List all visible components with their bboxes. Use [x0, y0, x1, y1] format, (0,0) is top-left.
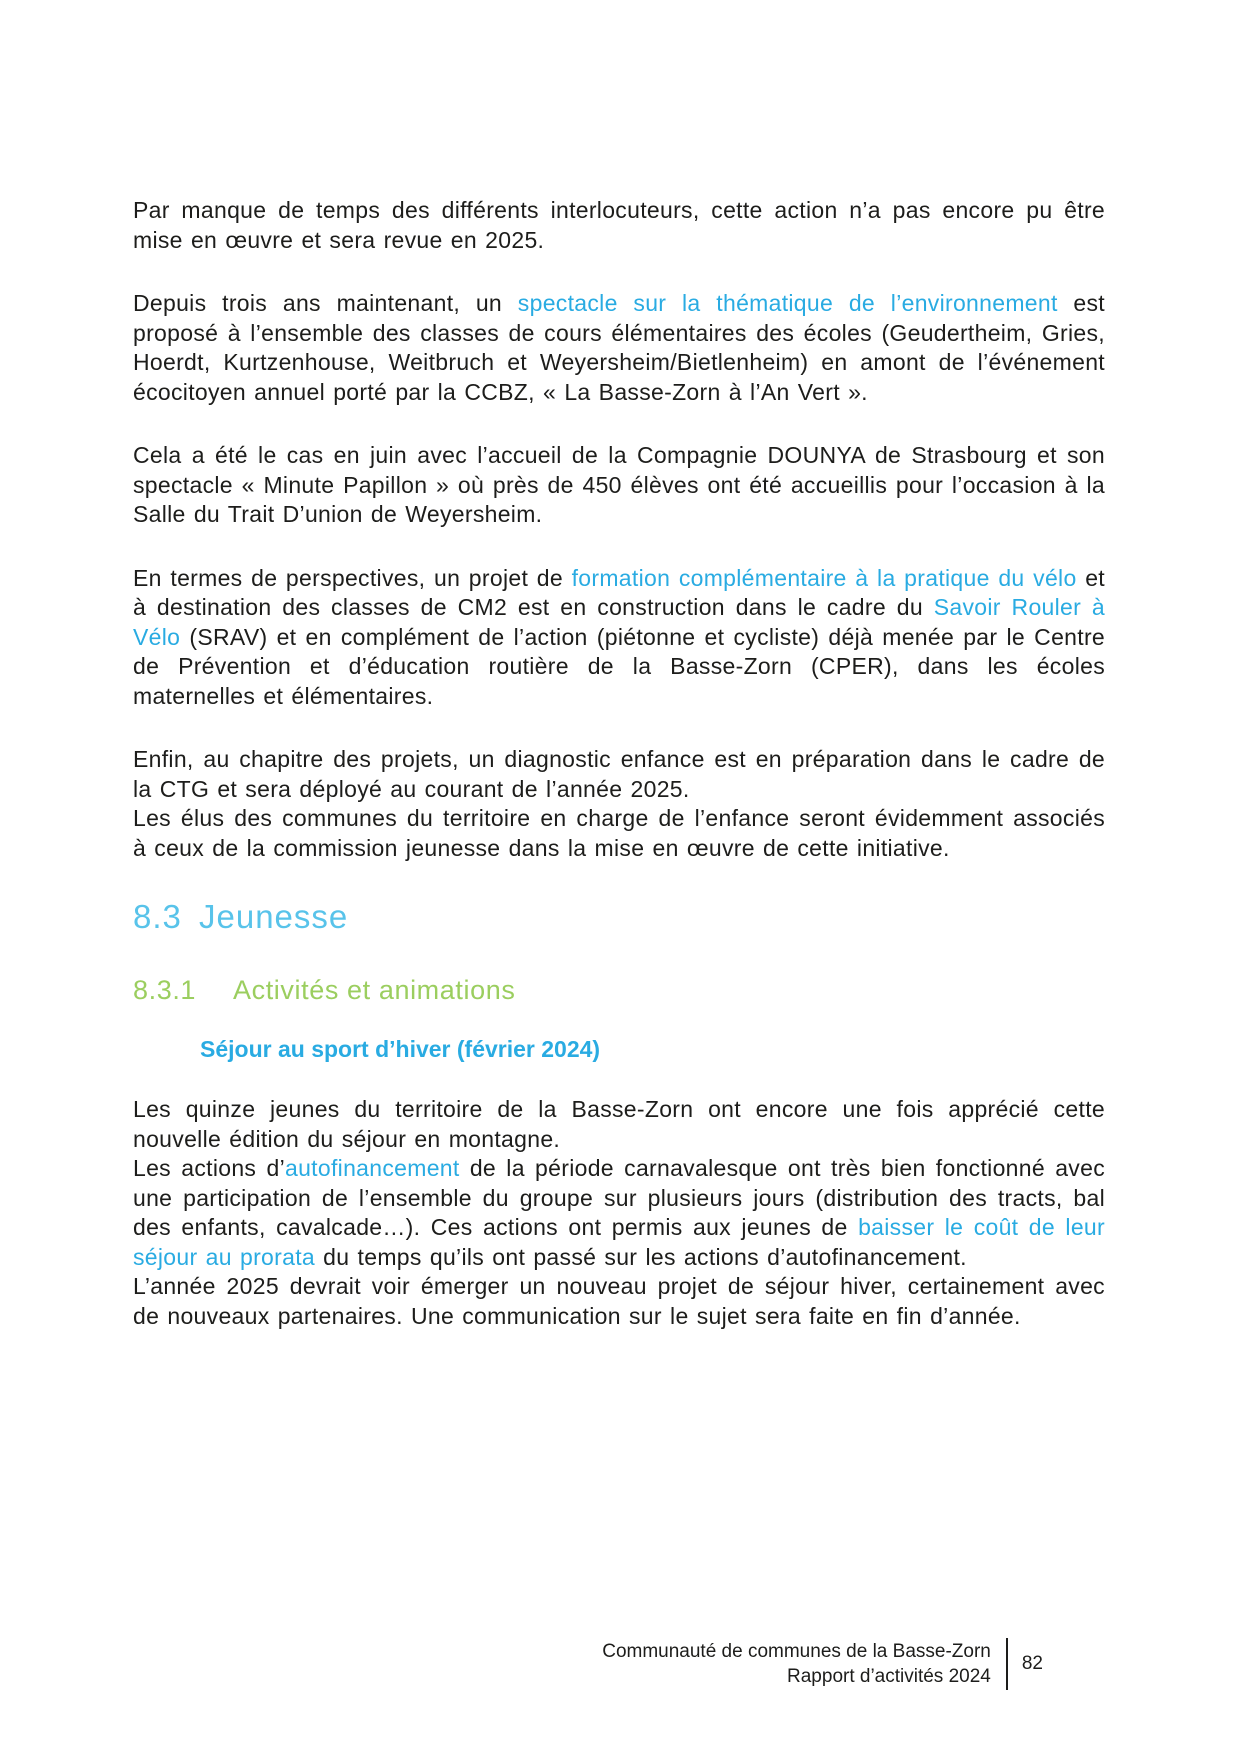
paragraph: [133, 289, 1105, 407]
accent-text: autofinancement: [285, 1155, 460, 1181]
body-text: Les quinze jeunes du territoire de la Basse-Zorn ont encore une fois apprécié cette nouvelle édition du séjour en montagne.: [133, 1096, 1105, 1152]
section-number: 8.3: [133, 898, 182, 935]
section-title: Jeunesse: [199, 898, 349, 935]
paragraph: [133, 745, 1105, 863]
body-text: est proposé à l’ensemble des classes de cours élémentaires des écoles (Geudertheim, Gries, Hoerdt, Kurtzenhouse, Weitbruch et Weyersheim/Bietlenheim) en amont de l’événement écocitoyen annuel porté par la CCBZ, « La Basse-Zorn à l’An Vert ».: [133, 290, 1105, 405]
paragraph: [133, 564, 1105, 712]
footer-report-title: Rapport d’activités 2024: [787, 1666, 991, 1687]
body-text: L’année 2025 devrait voir émerger un nouveau projet de séjour hiver, certainement avec de nouveaux partenaires. Une communication sur le sujet sera faite en fin d’année.: [133, 1273, 1105, 1329]
body-text: Depuis trois ans maintenant, un: [133, 290, 518, 316]
topic-heading: Séjour au sport d’hiver (février 2024): [200, 1036, 601, 1062]
body-text: (SRAV) et en complément de l’action (piétonne et cycliste) déjà menée par le Centre de Prévention et d’éducation routière de la Basse-Zorn (CPER), dans les écoles maternelles et élémentaires.: [133, 623, 1105, 709]
subsection-number: 8.3.1: [133, 975, 197, 1005]
body-text: du temps qu’ils ont passé sur les actions d’autofinancement.: [314, 1243, 967, 1270]
body-text: Les élus des communes du territoire en charge de l’enfance seront évidemment associés à ceux de la commission jeunesse dans la mise en œuvre de cette initiative.: [133, 805, 1105, 861]
footer-text: [602, 1639, 991, 1689]
subsection-heading: [133, 972, 1105, 1008]
accent-text: formation complémentaire à la pratique du vélo: [571, 564, 1077, 591]
body-paragraphs-top: [133, 196, 1105, 863]
accent-text: baisser le coût de leur séjour au prorata: [133, 1214, 1105, 1270]
body-text: Par manque de temps des différents interlocuteurs, cette action n’a pas encore pu être mise en œuvre et sera revue en 2025.: [133, 197, 1105, 253]
body-text: de la période carnavalesque ont très bien fonctionné avec une participation de l’ensemble du groupe sur plusieurs jours (distribution des tracts, bal des enfants, cavalcade…). Ces actions ont permis aux jeunes de: [133, 1155, 1105, 1240]
footer-org-name: Communauté de communes de la Basse-Zorn: [602, 1641, 991, 1662]
footer-divider: [1006, 1638, 1008, 1690]
page-footer: [602, 1638, 1043, 1690]
body-text: Cela a été le cas en juin avec l’accueil de la Compagnie DOUNYA de Strasbourg et son spectacle « Minute Papillon » où près de 450 élèves ont été accueillis pour l’occasion à la Salle du Trait D’union de Weyersheim.: [133, 442, 1105, 527]
paragraph: [133, 441, 1105, 530]
accent-text: Savoir Rouler à Vélo: [133, 594, 1105, 650]
body-paragraphs-bottom: [133, 1095, 1105, 1331]
accent-text: spectacle sur la thématique de l’environnement: [517, 290, 1058, 316]
body-text: et à destination des classes de CM2 est en construction dans le cadre du: [133, 564, 1105, 620]
subsection-title: Activités et animations: [233, 975, 516, 1005]
page-number: 82: [1021, 1653, 1043, 1674]
paragraph: [133, 1095, 1105, 1331]
section-heading: [133, 897, 1105, 937]
body-text: Enfin, au chapitre des projets, un diagnostic enfance est en préparation dans le cadre de la CTG et sera déployé au courant de l’année 2025.: [133, 746, 1105, 802]
paragraph: [133, 196, 1105, 255]
body-text: En termes de perspectives, un projet de: [133, 564, 572, 591]
body-text: Les actions d’: [133, 1155, 285, 1181]
